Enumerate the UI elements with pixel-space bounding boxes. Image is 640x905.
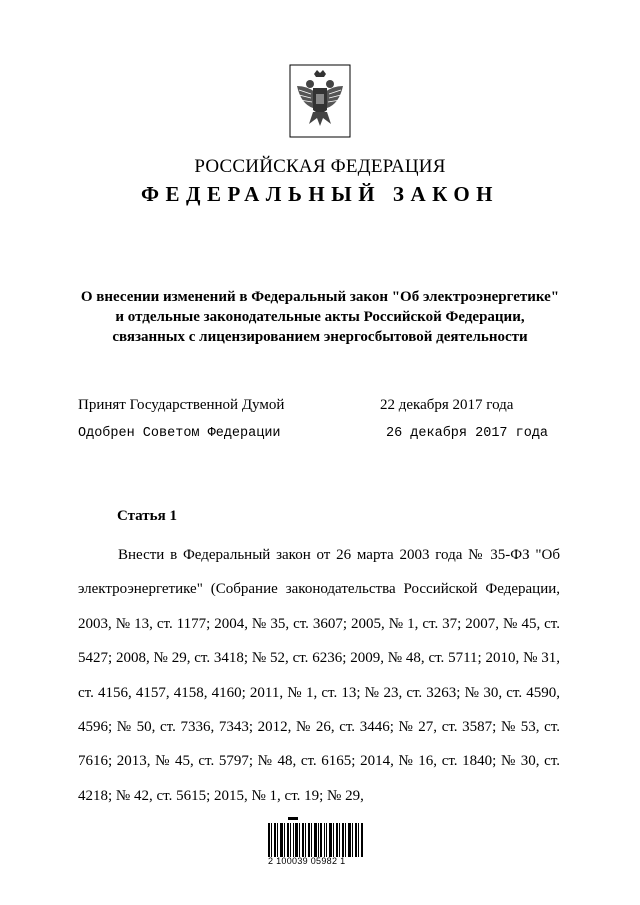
duma-label: Принят Государственной Думой <box>78 397 285 413</box>
law-type-heading: ФЕДЕРАЛЬНЫЙ ЗАКОН <box>141 182 499 206</box>
country-name: РОССИЙСКАЯ ФЕДЕРАЦИЯ <box>194 156 446 177</box>
barcode <box>268 817 364 857</box>
article-heading: Статья 1 <box>117 508 177 524</box>
barcode-number: 2 100039 05982 1 <box>268 856 346 866</box>
council-date: 26 декабря 2017 года <box>386 426 549 441</box>
council-label: Одобрен Советом Федерации <box>78 426 281 441</box>
article-body-text: Внести в Федеральный закон от 26 марта 2003 года № 35-ФЗ "Об электроэнергетике" (Собрание законодательства Российской Федерации, 2003, № 13, ст. 1177; 2004, № 35, ст. 3607; 2005, № 1, ст. 37; 2007, № 45, ст. 5427; 2008, № 29, ст. 3418; № 52, ст. 6236; 2009, № 48, ст. 5711; 2010, № 31, ст. 4156, 4157, 4158, 4160; 2011, № 1, ст. 13; № 23, ст. 3263; № 30, ст. 4590, 4596; № 50, ст. 7336, 7343; 2012, № 26, ст. 3446; № 27, ст. 3587; № 53, ст. 7616; 2013, № 45, ст. 5797; № 48, ст. 6165; 2014, № 16, ст. 1840; № 30, ст. 4218; № 42, ст. 5615; 2015, № 1, ст. 19; № 29, <box>78 547 560 804</box>
law-title <box>60 287 580 347</box>
law-title-line-3: связанных с лицензированием энергосбытовой деятельности <box>112 329 528 345</box>
coat-of-arms-icon <box>289 64 351 138</box>
law-title-line-2: и отдельные законодательные акты Российской Федерации, <box>115 309 525 325</box>
duma-date: 22 декабря 2017 года <box>380 397 514 413</box>
law-title-line-1: О внесении изменений в Федеральный закон "Об электроэнергетике" <box>80 289 560 305</box>
